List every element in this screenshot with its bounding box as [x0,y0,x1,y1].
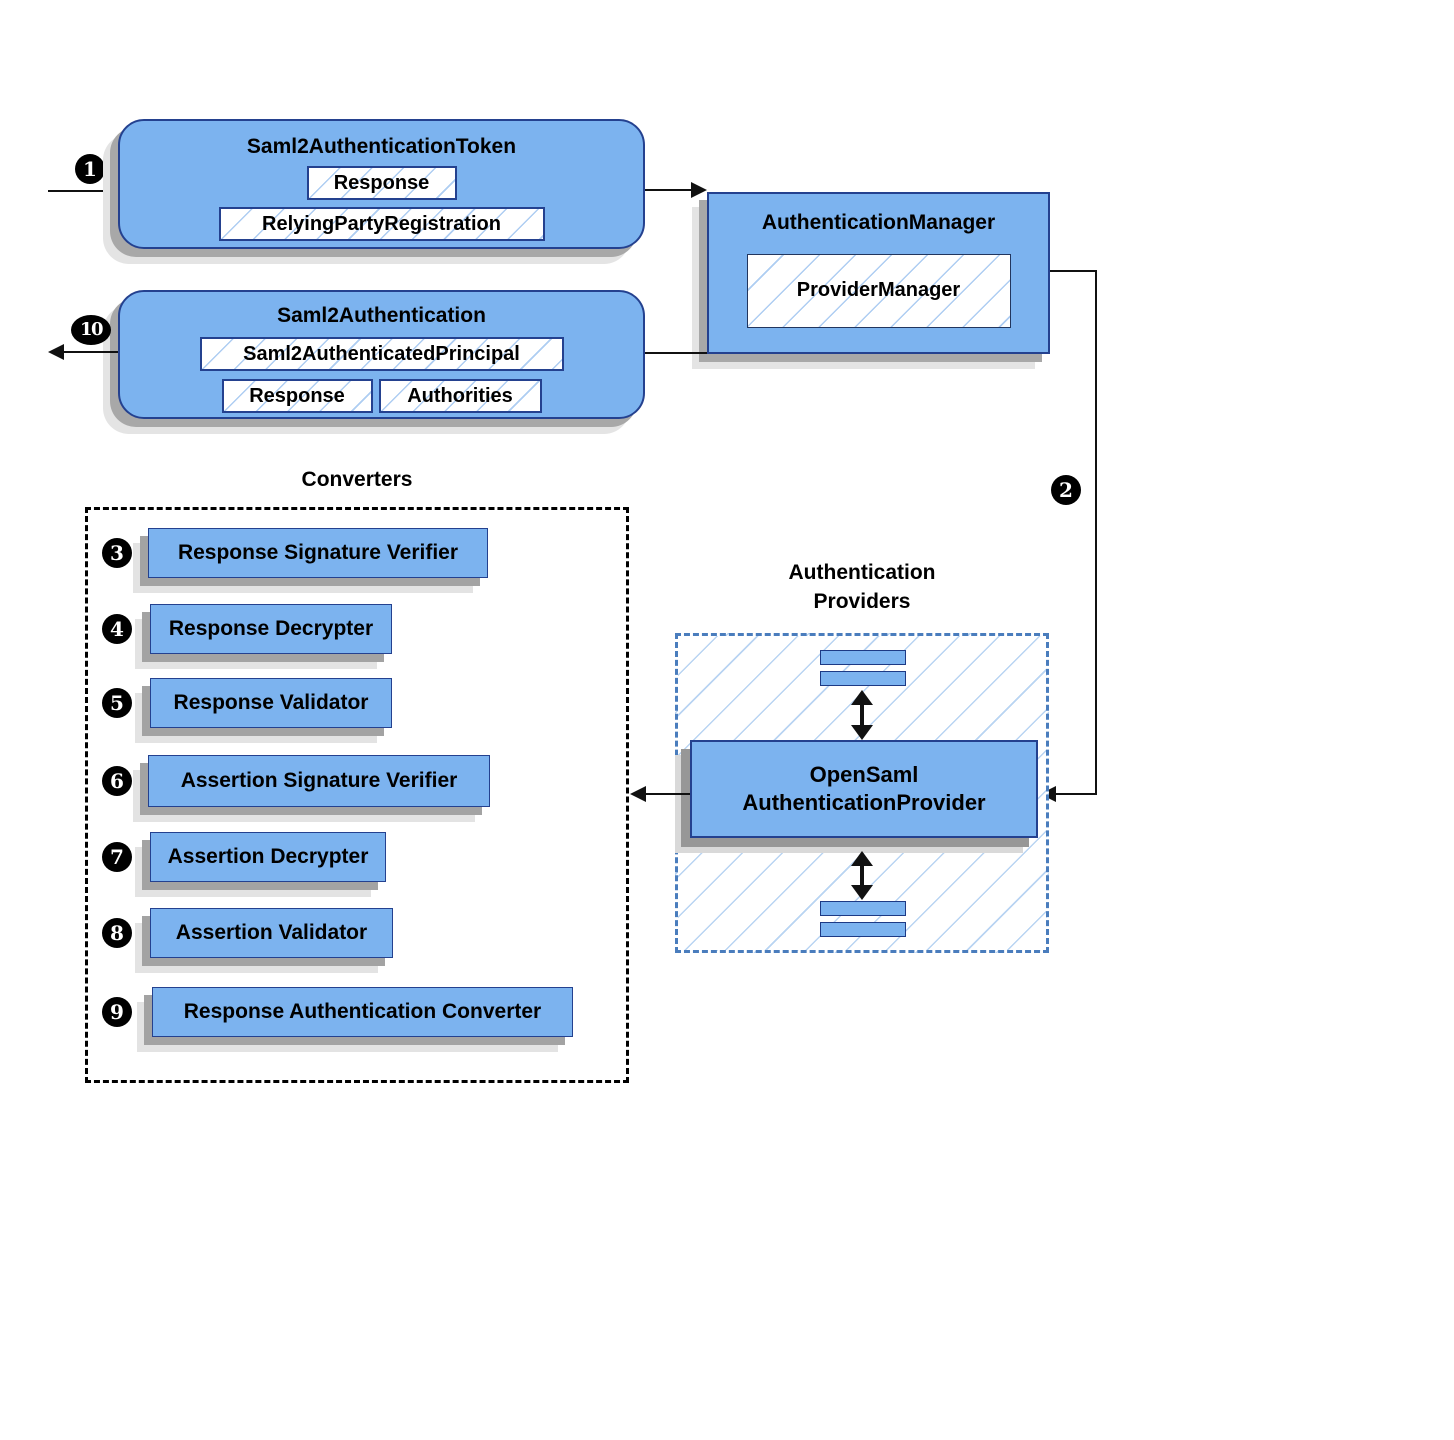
saml2-authentication-field-row [222,379,542,413]
arrow-down-icon [851,725,873,740]
step-5-badge: 5 [102,688,132,718]
response-validator-bar: Response Validator [150,678,392,728]
open-saml-title-line1: OpenSaml [809,762,919,787]
step-9-badge: 9 [102,997,132,1027]
provider-to-converters-line [644,793,690,795]
manager-out-line [1050,270,1097,272]
arrow-right-icon [691,182,707,198]
other-provider-bar [820,671,906,686]
authentication-providers-group-box [675,633,1049,953]
step-10-badge: 10 [71,315,111,345]
response-authentication-converter-bar: Response Authentication Converter [152,987,573,1037]
step-6-badge: 6 [102,766,132,796]
response-field: Response [222,379,373,413]
relying-party-registration-field: RelyingPartyRegistration [219,207,545,241]
arrow-down-icon [851,885,873,900]
response-signature-verifier-bar: Response Signature Verifier [148,528,488,578]
assertion-validator-bar: Assertion Validator [150,908,393,958]
double-arrow-icon [848,851,876,900]
manager-to-provider-line [1054,793,1097,795]
response-decrypter-bar: Response Decrypter [150,604,392,654]
arrow-left-icon [630,786,646,802]
other-provider-bar [820,922,906,937]
saml2-authenticated-principal-field: Saml2AuthenticatedPrincipal [200,337,564,371]
outgoing-flow-line [62,351,118,353]
open-saml-authentication-provider-box [690,740,1038,838]
authorities-field: Authorities [379,379,542,413]
assertion-signature-verifier-bar: Assertion Signature Verifier [148,755,490,807]
step-7-badge: 7 [102,842,132,872]
authentication-manager-title: AuthenticationManager [761,211,996,234]
saml2-authentication-title: Saml2Authentication [277,304,486,327]
saml2-authentication-token-title: Saml2AuthenticationToken [246,135,517,158]
provider-manager-field: ProviderManager [747,254,1011,328]
other-provider-bar [820,901,906,916]
authentication-providers-title-line2: Providers [813,590,911,613]
manager-down-line [1095,270,1097,795]
converters-section-title: Converters [301,468,413,491]
step-4-badge: 4 [102,614,132,644]
response-field: Response [307,166,457,200]
step-8-badge: 8 [102,918,132,948]
authentication-manager-box [707,192,1050,354]
authentication-providers-title-line1: Authentication [788,561,936,584]
saml2-authentication-box [118,290,645,419]
manager-to-authentication-line [645,352,707,354]
double-arrow-icon [848,690,876,740]
token-to-manager-line [645,189,693,191]
step-3-badge: 3 [102,538,132,568]
incoming-flow-line [48,190,118,192]
saml2-authentication-token-box [118,119,645,249]
assertion-decrypter-bar: Assertion Decrypter [150,832,386,882]
step-2-badge: 2 [1051,475,1081,505]
authentication-providers-title [675,558,1049,616]
other-provider-bar [820,650,906,665]
step-1-badge: 1 [75,154,105,184]
open-saml-title-line2: AuthenticationProvider [742,790,986,815]
arrow-left-icon [48,344,64,360]
